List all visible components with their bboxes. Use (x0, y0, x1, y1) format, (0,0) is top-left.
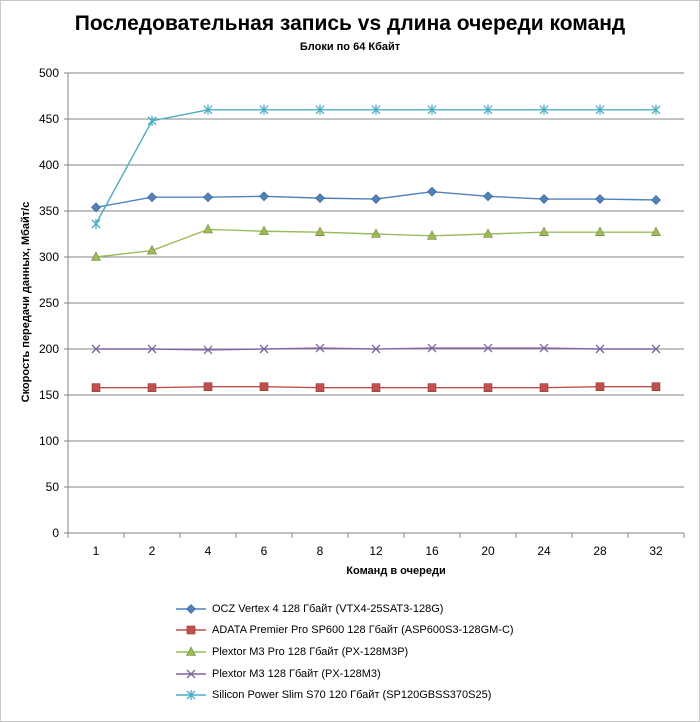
x-tick-label: 20 (481, 544, 495, 558)
x-tick-label: 24 (537, 544, 551, 558)
legend-marker (187, 626, 195, 634)
data-point (92, 219, 100, 229)
data-point (428, 384, 436, 392)
x-tick-label: 28 (593, 544, 607, 558)
data-point (484, 384, 492, 392)
chart-subtitle: Блоки по 64 Кбайт (299, 41, 401, 53)
data-point (596, 195, 605, 204)
data-point (484, 192, 493, 201)
data-point (428, 187, 437, 196)
legend-label: Silicon Power Slim S70 120 Гбайт (SP120GBSS370S25) (212, 689, 492, 702)
y-tick-label: 100 (38, 434, 59, 448)
data-point (204, 383, 212, 391)
data-point (652, 383, 660, 391)
data-point (652, 195, 661, 204)
legend-item (176, 684, 576, 706)
series-3 (92, 344, 660, 354)
x-tick-label: 32 (649, 544, 663, 558)
x-tick-label: 2 (148, 544, 156, 558)
data-point (204, 193, 213, 202)
y-tick-label: 150 (38, 388, 59, 402)
legend-label: ADATA Premier Pro SP600 128 Гбайт (ASP600S3-128GM-C) (212, 624, 514, 637)
data-point (372, 384, 380, 392)
legend-swatch (176, 646, 206, 658)
legend-item (176, 598, 576, 620)
y-tick-label: 200 (38, 342, 59, 356)
y-axis-label: Скорость передачи данных, Мбайт/с (20, 201, 32, 403)
data-point (92, 384, 100, 392)
data-point (596, 383, 604, 391)
legend-label: OCZ Vertex 4 128 Гбайт (VTX4-25SAT3-128G) (212, 602, 444, 615)
chart-title: Последовательная запись vs длина очереди команд (74, 12, 626, 35)
x-tick-labels (93, 544, 663, 558)
data-point (652, 227, 661, 236)
legend-marker (187, 604, 196, 613)
y-tick-label: 400 (38, 158, 59, 172)
y-tick-label: 300 (38, 250, 59, 264)
series-line (96, 110, 656, 224)
y-tick-label: 450 (38, 112, 59, 126)
legend-marker (187, 647, 196, 656)
series-2 (92, 224, 661, 260)
data-point (540, 227, 549, 236)
data-point (596, 227, 605, 236)
legend-label: Plextor M3 128 Гбайт (PX-128M3) (212, 667, 381, 680)
gridlines (68, 73, 684, 487)
data-point (372, 195, 381, 204)
legend-item (176, 641, 576, 663)
data-point (316, 384, 324, 392)
data-point (540, 195, 549, 204)
legend-swatch (176, 689, 206, 701)
legend-swatch (176, 668, 206, 680)
y-tick-label: 500 (38, 66, 59, 80)
y-tick-label: 0 (52, 526, 59, 540)
data-point (260, 192, 269, 201)
data-point (540, 384, 548, 392)
legend (176, 598, 576, 706)
series-1 (92, 383, 660, 392)
data-point (204, 224, 213, 233)
legend-label: Plextor M3 Pro 128 Гбайт (PX-128M3P) (212, 645, 409, 658)
data-point (260, 383, 268, 391)
x-tick-label: 6 (260, 544, 268, 558)
x-axis-label: Команд в очереди (346, 565, 446, 577)
y-tick-label: 250 (38, 296, 59, 310)
x-tick-label: 8 (316, 544, 324, 558)
series-4 (92, 105, 660, 229)
legend-item (176, 663, 576, 685)
y-tick-labels (39, 66, 59, 540)
data-point (148, 193, 157, 202)
legend-item (176, 620, 576, 642)
legend-swatch (176, 603, 206, 615)
data-point (148, 384, 156, 392)
x-tick-label: 12 (369, 544, 383, 558)
x-tick-label: 1 (92, 544, 100, 558)
y-tick-label: 350 (38, 204, 59, 218)
x-tick-label: 4 (204, 544, 212, 558)
series-0 (92, 187, 661, 212)
legend-swatch (176, 624, 206, 636)
x-tick-label: 16 (425, 544, 439, 558)
axes (64, 73, 684, 538)
y-tick-label: 50 (45, 480, 59, 494)
data-point (92, 203, 101, 212)
data-point (316, 194, 325, 203)
